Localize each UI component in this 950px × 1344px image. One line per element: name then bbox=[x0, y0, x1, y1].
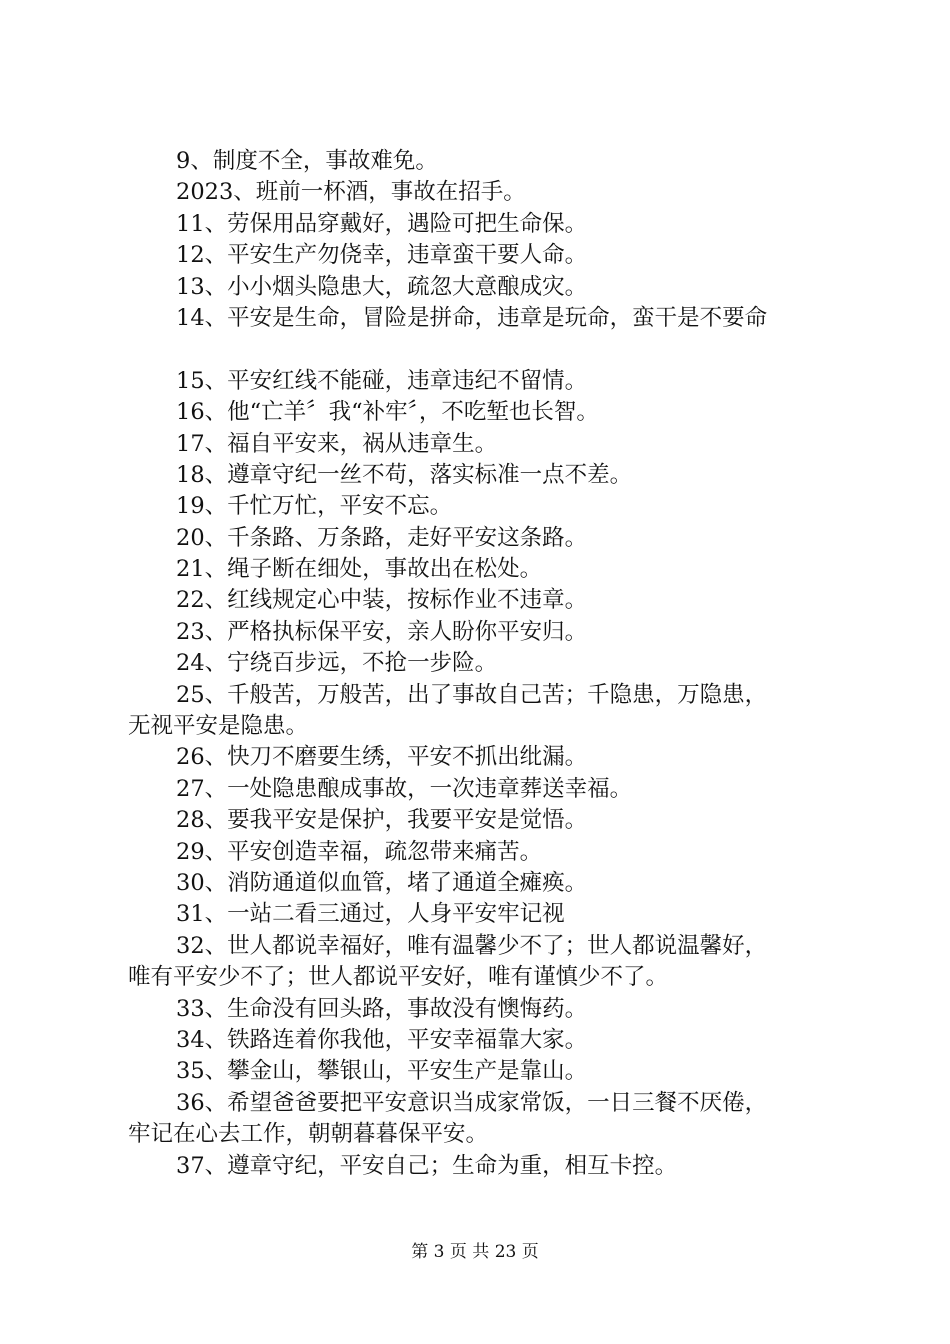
text-line: 30、消防通道似血管，堵了通道全瘫痪。 bbox=[176, 869, 588, 896]
text-line: 25、千般苦，万般苦，出了事故自己苦；千隐患，万隐患， bbox=[176, 681, 768, 708]
text-line: 27、一处隐患酿成事故，一次违章葬送幸福。 bbox=[176, 775, 633, 802]
document-body bbox=[128, 146, 840, 1182]
text-line: 28、要我平安是保护，我要平安是觉悟。 bbox=[176, 807, 588, 834]
page-footer: 第 3 页 共 23 页 bbox=[411, 1242, 539, 1262]
text-line: 33、生命没有回头路，事故没有懊悔药。 bbox=[176, 995, 588, 1022]
text-line: 22、红线规定心中装，按标作业不违章。 bbox=[176, 587, 588, 614]
text-line: 36、希望爸爸要把平安意识当成家常饭，一日三餐不厌倦， bbox=[176, 1089, 768, 1116]
text-line: 19、千忙万忙，平安不忘。 bbox=[176, 493, 453, 520]
text-line: 34、铁路连着你我他，平安幸福靠大家。 bbox=[176, 1026, 588, 1053]
text-line: 17、福自平安来，祸从违章生。 bbox=[176, 430, 498, 457]
text-line-continuation: 唯有平安少不了；世人都说平安好，唯有谨慎少不了。 bbox=[128, 964, 669, 991]
text-line: 37、遵章守纪，平安自己；生命为重，相互卡控。 bbox=[176, 1152, 678, 1179]
text-line: 9、制度不全，事故难免。 bbox=[176, 148, 438, 174]
text-line: 23、严格执标保平安，亲人盼你平安归。 bbox=[176, 618, 588, 645]
text-line: 31、一站二看三通过，人身平安牢记视 bbox=[176, 901, 565, 928]
text-line: 35、攀金山，攀银山，平安生产是靠山。 bbox=[176, 1058, 588, 1085]
text-line: 11、劳保用品穿戴好，遇险可把生命保。 bbox=[176, 210, 588, 237]
text-line: 12、平安生产勿侥幸，违章蛮干要人命。 bbox=[176, 242, 588, 269]
text-line: 14、平安是生命，冒险是拼命，违章是玩命，蛮干是不要命 bbox=[176, 304, 768, 331]
text-line: 16、他“亡羊〞我“补牢〞，不吃堑也长智。 bbox=[176, 399, 599, 426]
text-line: 24、宁绕百步远，不抢一步险。 bbox=[176, 650, 498, 677]
text-line: 13、小小烟头隐患大，疏忽大意酿成灾。 bbox=[176, 273, 588, 300]
text-line: 26、快刀不磨要生绣，平安不抓出纰漏。 bbox=[176, 744, 588, 771]
text-line: 18、遵章守纪一丝不苟，落实标准一点不差。 bbox=[176, 461, 633, 488]
text-line: 20、千条路、万条路，走好平安这条路。 bbox=[176, 524, 588, 551]
text-line: 32、世人都说幸福好，唯有温馨少不了；世人都说温馨好， bbox=[176, 932, 768, 959]
text-line: 21、绳子断在细处，事故出在松处。 bbox=[176, 556, 543, 583]
text-line: 15、平安红线不能碰，违章违纪不留情。 bbox=[176, 367, 588, 394]
text-line-continuation: 无视平安是隐患。 bbox=[128, 713, 309, 740]
text-line: 2023、班前一杯酒，事故在招手。 bbox=[176, 179, 526, 206]
text-line: 29、平安创造幸福，疏忽带来痛苦。 bbox=[176, 838, 543, 865]
text-line-continuation: 牢记在心去工作，朝朝暮暮保平安。 bbox=[128, 1121, 489, 1148]
blank-line bbox=[128, 334, 840, 365]
